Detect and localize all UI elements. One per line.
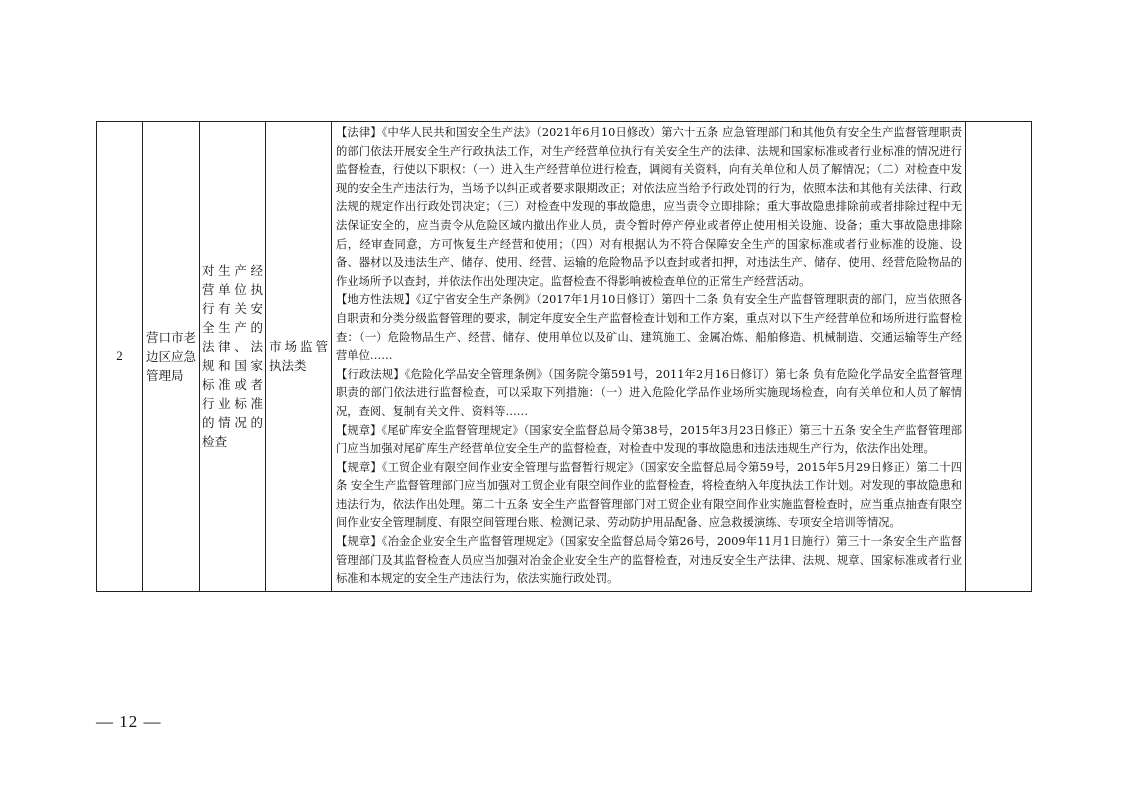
enforcement-items-table bbox=[96, 121, 1032, 592]
category-cell: 市场监管执法类 bbox=[266, 122, 332, 592]
legal-basis-cell bbox=[332, 122, 966, 592]
legal-basis-paragraph: 【规章】《工贸企业有限空间作业安全管理与监督暂行规定》（国家安全监督总局令第59号，2015年5月29日修正）第二十四条 安全生产监督管理部门应当加强对工贸企业有限空间作业的监督检查，将检查纳入年度执法工作计划。对发现的事故隐患和违法行为，依法作出处理。第二十五条 安全生产监督管理部门对工贸企业有限空间作业实施监督检查时，应当重点抽查有限空间作业安全管理制度、有限空间管理台账、检测记录、劳动防护用品配备、应急救援演练、专项安全培训等情况。 bbox=[336, 460, 962, 530]
legal-basis-paragraph: 【规章】《冶金企业安全生产监督管理规定》（国家安全监督总局令第26号，2009年11月1日施行）第三十一条安全生产监督管理部门及其监督检查人员应当加强对冶金企业安全生产的监督检查，对违反安全生产法律、法规、规章、国家标准或者行业标准和本规定的安全生产违法行为，依法实施行政处罚。 bbox=[336, 535, 962, 586]
legal-basis-paragraph: 【法律】《中华人民共和国安全生产法》（2021年6月10日修改）第六十五条 应急管理部门和其他负有安全生产监督管理职责的部门依法开展安全生产行政执法工作，对生产经营单位执行有关安全生产的法律、法规和国家标准或者行业标准的情况进行监督检查，行使以下职权：（一）进入生产经营单位进行检查，调阅有关资料，向有关单位和人员了解情况；（二）对检查中发现的安全生产违法行为，当场予以纠正或者要求限期改正；对依法应当给予行政处罚的行为，依照本法和其他有关法律、行政法规的规定作出行政处罚决定；（三）对检查中发现的事故隐患，应当责令立即排除；重大事故隐患排除前或者排除过程中无法保证安全的，应当责令从危险区域内撤出作业人员，责令暂时停产停业或者停止使用相关设施、设备；重大事故隐患排除后，经审查同意，方可恢复生产经营和使用；（四）对有根据认为不符合保障安全生产的国家标准或者行业标准的设施、设备、器材以及违法生产、储存、使用、经营、运输的危险物品予以查封或者扣押，对违法生产、储存、使用、经营危险物品的作业场所予以查封，并依法作出处理决定。监督检查不得影响被检查单位的正常生产经营活动。 bbox=[336, 126, 962, 288]
department-cell: 营口市老边区应急管理局 bbox=[143, 122, 200, 592]
table-row bbox=[97, 122, 1032, 592]
page-number: — 12 — bbox=[96, 712, 162, 731]
inspection-item-cell: 对生产经营单位执行有关安全生产的法律、法规和国家标准或者行业标准的情况的检查 bbox=[200, 122, 266, 592]
remarks-cell bbox=[966, 122, 1032, 592]
legal-basis-paragraph: 【行政法规】《危险化学品安全管理条例》（国务院令第591号，2011年2月16日修订）第七条 负有危险化学品安全监督管理职责的部门依法进行监督检查，可以采取下列措施：（一）进入危险化学品作业场所实施现场检查，向有关单位和人员了解情况，查阅、复制有关文件、资料等…… bbox=[336, 367, 962, 418]
legal-basis-paragraph: 【规章】《尾矿库安全监督管理规定》（国家安全监督总局令第38号，2015年3月23日修正）第三十五条 安全生产监督管理部门应当加强对尾矿库生产经营单位安全生产的监督检查，对检查中发现的事故隐患和违法违规生产行为，依法作出处理。 bbox=[336, 423, 962, 456]
row-number: 2 bbox=[97, 122, 143, 592]
legal-basis-paragraph: 【地方性法规】《辽宁省安全生产条例》（2017年1月10日修订）第四十二条 负有安全生产监督管理职责的部门，应当依照各自职责和分类分级监督管理的要求，制定年度安全生产监督检查计划和工作方案，重点对以下生产经营单位和场所进行监督检查：（一）危险物品生产、经营、储存、使用单位以及矿山、建筑施工、金属冶炼、船舶修造、机械制造、交通运输等生产经营单位…… bbox=[336, 293, 962, 363]
